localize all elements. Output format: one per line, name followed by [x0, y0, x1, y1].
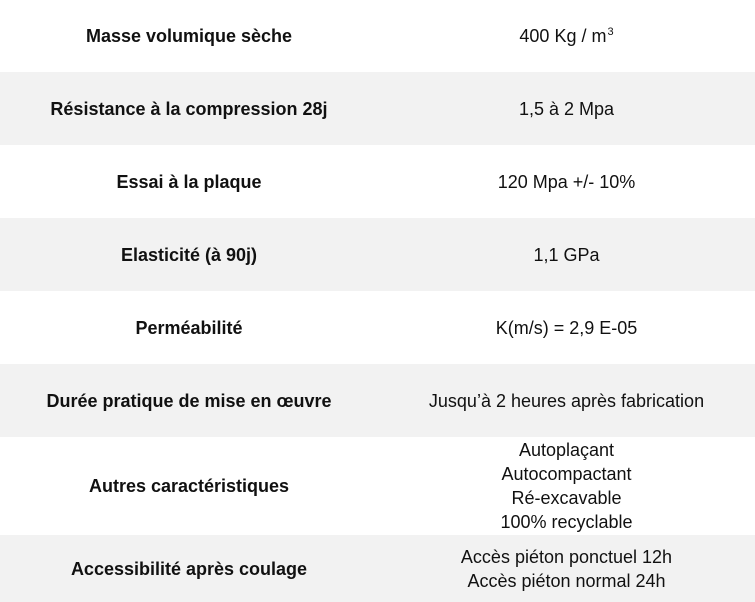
row-value: 1,1 GPa	[533, 244, 600, 265]
row-label: Perméabilité	[135, 317, 243, 338]
value-line: Accès piéton ponctuel 12h	[460, 546, 673, 567]
value-text: 400 Kg / m	[519, 26, 607, 46]
table-row-accessibility	[0, 535, 755, 602]
row-label: Essai à la plaque	[116, 171, 262, 192]
value-line: Autoplaçant	[518, 440, 615, 460]
row-label: Autres caractéristiques	[88, 476, 290, 496]
row-value: 1,5 à 2 Mpa	[518, 98, 615, 119]
table-row-working-time	[0, 364, 755, 437]
row-value: 120 Mpa +/- 10%	[497, 171, 636, 192]
row-value	[378, 24, 755, 48]
value-line: Ré-excavable	[511, 488, 622, 508]
row-value: Jusqu’à 2 heures après fabrication	[428, 390, 705, 411]
value-line: 100% recyclable	[500, 512, 633, 532]
value-line: Accès piéton normal 24h	[467, 570, 666, 591]
row-label: Durée pratique de mise en œuvre	[46, 390, 332, 411]
value-line: Autocompactant	[501, 464, 632, 484]
row-label: Accessibilité après coulage	[70, 558, 308, 579]
row-label: Résistance à la compression 28j	[50, 98, 328, 119]
table-row-plate-test	[0, 145, 755, 218]
table-row-other-characteristics	[0, 437, 755, 535]
row-label: Elasticité (à 90j)	[120, 244, 258, 265]
row-label: Masse volumique sèche	[85, 26, 293, 46]
row-value	[378, 545, 755, 593]
value-superscript: 3	[607, 26, 614, 38]
table-row-dry-density	[0, 0, 755, 72]
row-value	[378, 438, 755, 534]
row-value: K(m/s) = 2,9 E-05	[495, 317, 638, 338]
table-row-compression	[0, 72, 755, 145]
table-row-permeability	[0, 291, 755, 364]
table-row-elasticity	[0, 218, 755, 291]
